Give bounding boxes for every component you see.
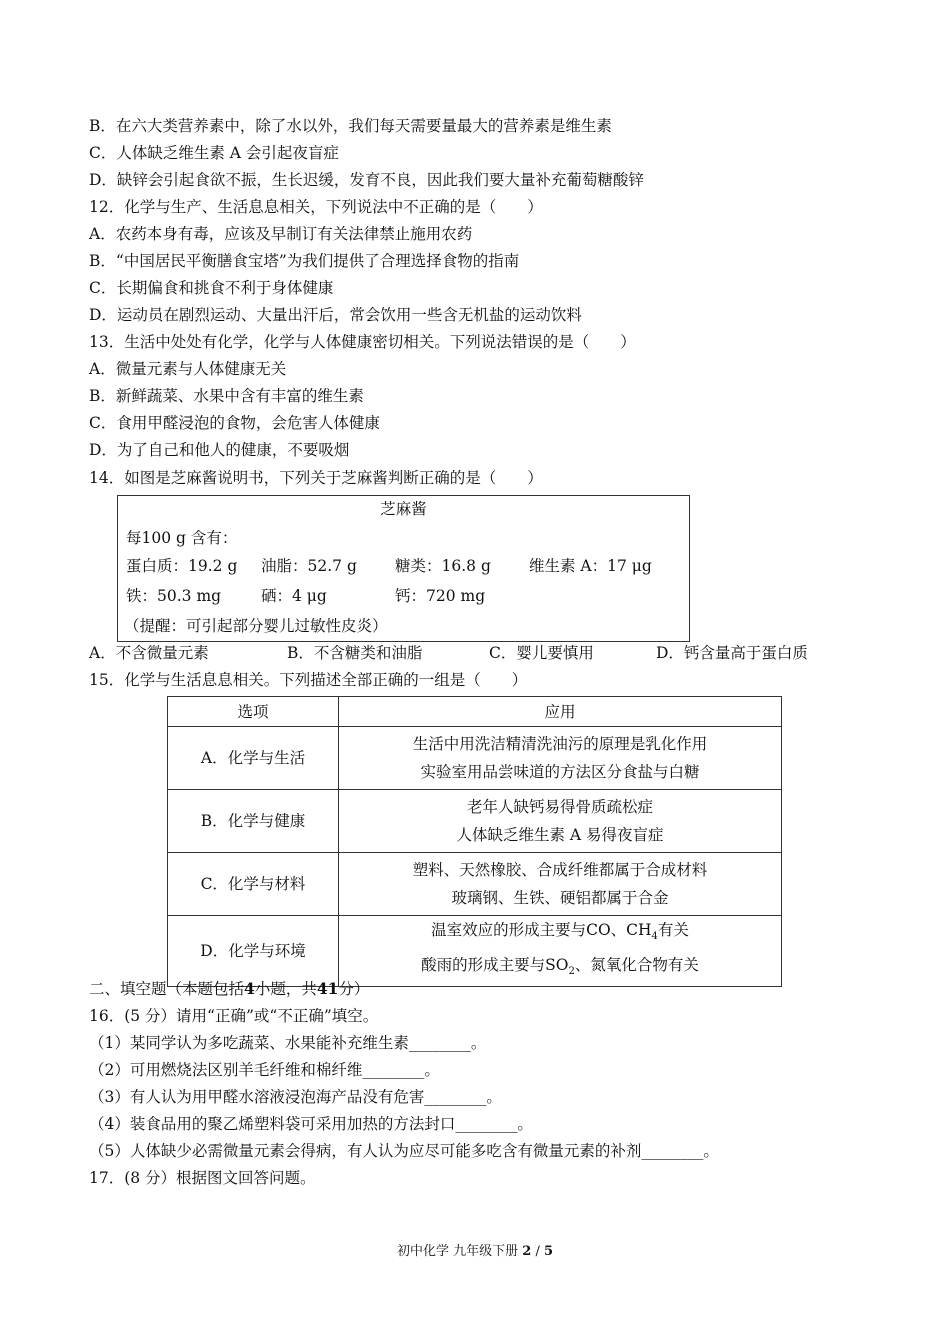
row-application [339,916,782,987]
q15-table [167,696,782,987]
row-option: B．化学与健康 [168,790,339,853]
label-title: 芝麻酱 [380,500,427,518]
label-calcium: 钙：720 mg [395,587,486,605]
q12-option-d: D．运动员在剧烈运动、大量出汗后，常会饮用一些含无机盐的运动饮料 [89,306,582,324]
q16-stem: 16．(5 分）请用“正确”或“不正确”填空。 [89,1007,379,1025]
q13-option-b: B．新鲜蔬菜、水果中含有丰富的维生素 [89,387,364,405]
row-application [339,853,782,916]
table-row [168,853,782,916]
label-per-100g: 每100 g 含有： [126,529,238,547]
q16-item-4: （4）装食品用的聚乙烯塑料袋可采用加热的方法封口________。 [89,1115,533,1133]
application-line: 实验室用品尝味道的方法区分食盐与白糖 [420,763,700,781]
q13-option-d: D．为了自己和他人的健康，不要吸烟 [89,441,350,459]
q12-option-b: B．“中国居民平衡膳食宝塔”为我们提供了合理选择食物的指南 [89,252,520,270]
q11-option-d: D．缺锌会引起食欲不振，生长迟缓，发育不良，因此我们要大量补充葡萄糖酸锌 [89,171,644,189]
table-row [168,727,782,790]
table-header-row [168,697,782,727]
q14-stem: 14．如图是芝麻酱说明书，下列关于芝麻酱判断正确的是（ ） [89,469,543,487]
row-application [339,790,782,853]
header-application: 应用 [339,697,782,727]
label-selenium: 硒：4 μg [261,587,327,605]
row-option: A．化学与生活 [168,727,339,790]
q13-option-a: A．微量元素与人体健康无关 [89,360,287,378]
q12-option-a: A．农药本身有毒，应该及早制订有关法律禁止施用农药 [89,225,473,243]
q16-item-3: （3）有人认为用甲醛水溶液浸泡海产品没有危害________。 [89,1088,502,1106]
table-row [168,790,782,853]
application-line: 酸雨的形成主要与$SO_2$、氮氧化合物有关 [421,956,699,978]
q16-item-2: （2）可用燃烧法区别羊毛纤维和棉纤维________。 [89,1061,440,1079]
row-application [339,727,782,790]
application-line: 人体缺乏维生素 A 易得夜盲症 [456,826,664,844]
table-row [168,916,782,987]
label-iron: 铁：50.3 mg [126,587,222,605]
row-option: D．化学与环境 [168,916,339,987]
q16-item-1: （1）某同学认为多吃蔬菜、水果能补充维生素________。 [89,1034,487,1052]
sesame-paste-label [117,495,690,642]
page-footer: 初中化学 九年级下册 2 / 5 [396,1244,554,1259]
application-line: 温室效应的形成主要与CO、$CH_4$有关 [431,921,689,943]
q14-option-b: B．不含糖类和油脂 [287,644,423,662]
application-line: 玻璃钢、生铁、硬铝都属于合金 [451,889,669,907]
label-note: （提醒：可引起部分婴儿过敏性皮炎） [124,617,388,635]
q14-option-a: A．不含微量元素 [89,644,209,662]
q11-option-c: C．人体缺乏维生素 A 会引起夜盲症 [89,144,339,162]
q16-item-5: （5）人体缺少必需微量元素会得病，有人认为应尽可能多吃含有微量元素的补剂________。 [89,1142,719,1160]
q12-stem: 12．化学与生产、生活息息相关，下列说法中不正确的是（ ） [89,198,543,216]
q12-option-c: C．长期偏食和挑食不利于身体健康 [89,279,334,297]
label-sugar: 糖类：16.8 g [395,557,491,575]
application-line: 老年人缺钙易得骨质疏松症 [466,798,653,816]
q17-stem: 17．(8 分）根据图文回答问题。 [89,1169,316,1187]
q11-option-b: B．在六大类营养素中，除了水以外，我们每天需要量最大的营养素是维生素 [89,117,612,135]
application-line: 生活中用洗洁精清洗油污的原理是乳化作用 [412,735,708,753]
q15-stem: 15．化学与生活息息相关。下列描述全部正确的一组是（ ） [89,671,528,689]
label-vitamin-a: 维生素 A：17 μg [529,557,652,575]
q14-option-d: D．钙含量高于蛋白质 [656,644,808,662]
section-2-heading: 二、填空题（本题包括4小题，共41分） [89,979,370,998]
q14-option-c: C．婴儿要慎用 [489,644,594,662]
label-fat: 油脂：52.7 g [261,557,357,575]
row-option: C．化学与材料 [168,853,339,916]
header-option: 选项 [168,697,339,727]
q13-option-c: C．食用甲醛浸泡的食物，会危害人体健康 [89,414,380,432]
application-line: 塑料、天然橡胶、合成纤维都属于合成材料 [412,861,708,879]
q13-stem: 13．生活中处处有化学，化学与人体健康密切相关。下列说法错误的是（ ） [89,333,636,351]
label-protein: 蛋白质：19.2 g [126,557,238,575]
